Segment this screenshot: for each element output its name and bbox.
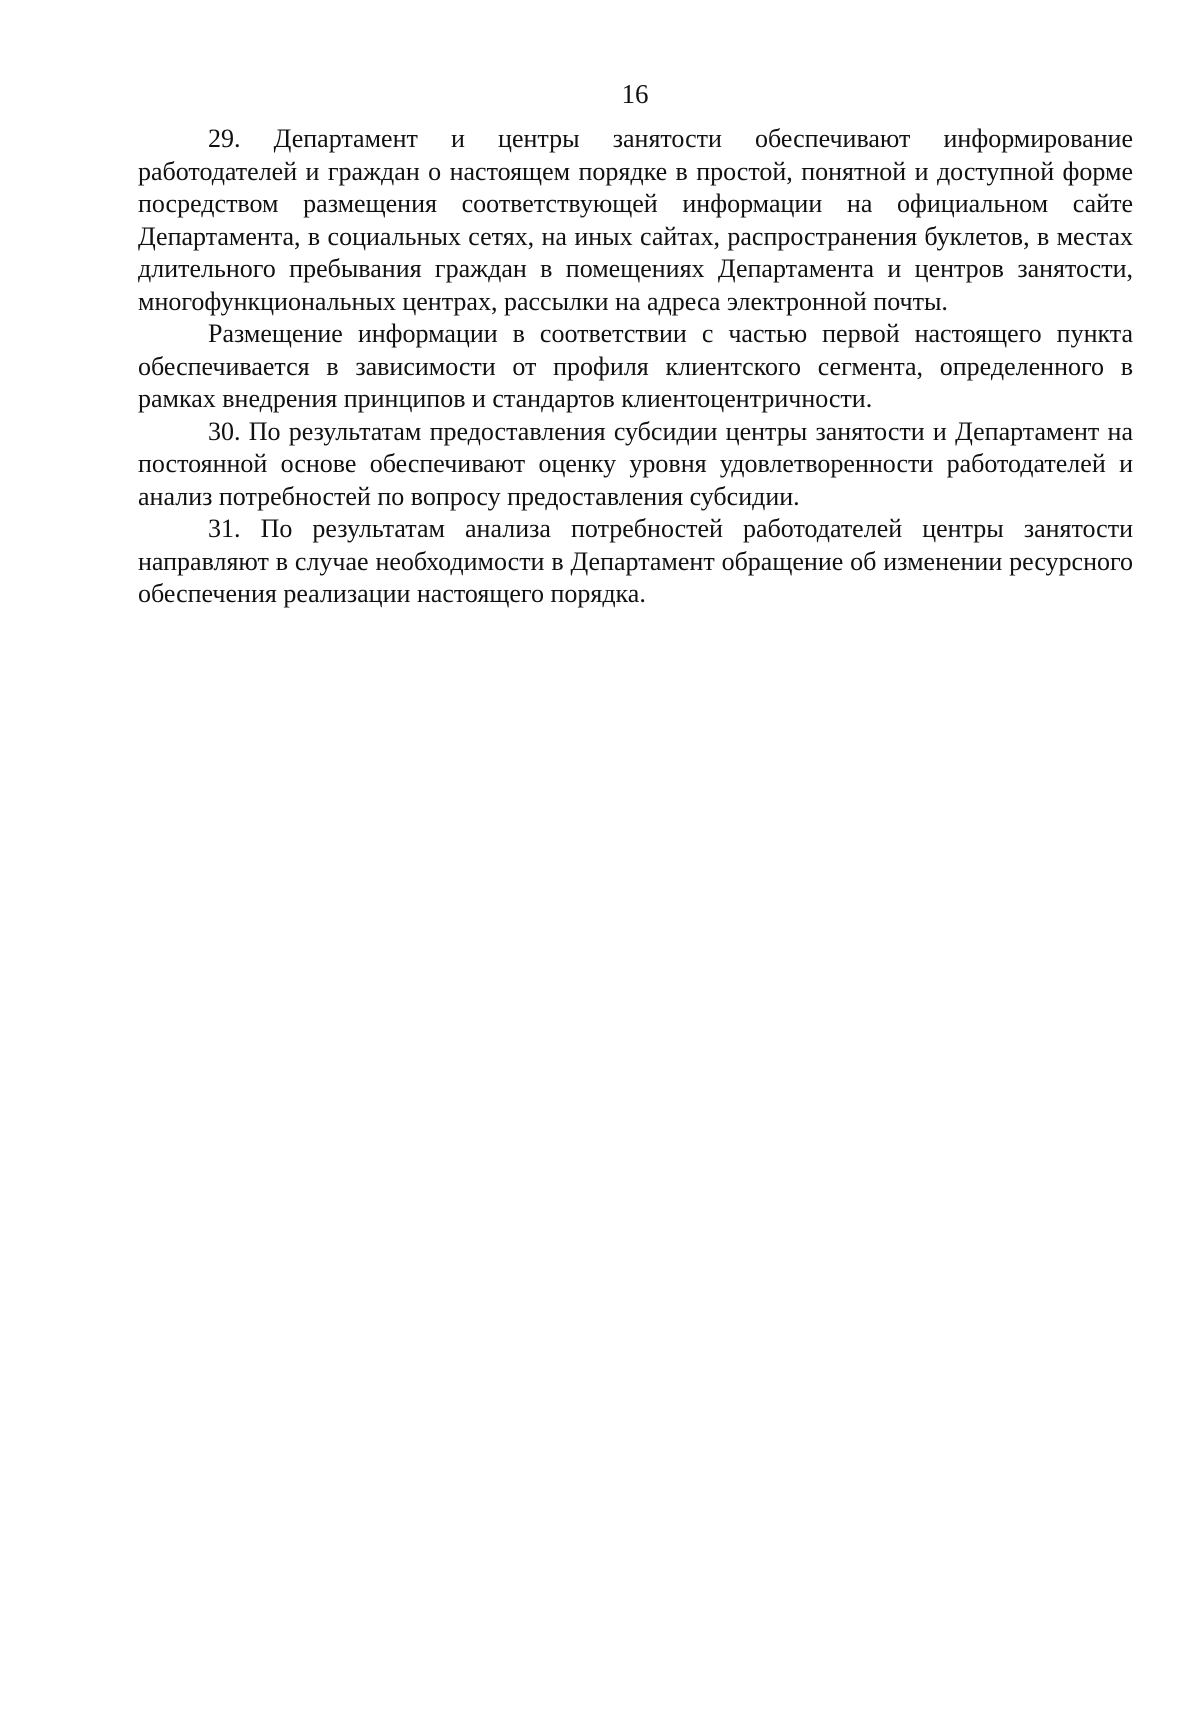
paragraph-29-part-2 xyxy=(138,318,1133,416)
page-number: 16 xyxy=(621,79,649,109)
paragraph-number: 31. xyxy=(208,514,261,543)
paragraph-text: По результатам анализа потребностей работодателей центры занятости направляют в случае необходимости в Департамент обращение об изменении ресурсного обеспечения реализации настоящего порядка. xyxy=(138,514,1133,608)
paragraph-number: 29. xyxy=(208,124,274,153)
paragraph-30 xyxy=(138,416,1133,514)
paragraph-text: Департамент и центры занятости обеспечивают информирование работодателей и граждан о настоящем порядке в простой, понятной и доступной форме посредством размещения соответствующей информации на официальном сайте Департамента, в социальных сетях, на иных сайтах, распространения буклетов, в местах длительного пребывания граждан в помещениях Департамента и центров занятости, многофункциональных центрах, рассылки на адреса электронной почты. xyxy=(138,124,1134,316)
paragraph-29 xyxy=(138,123,1133,318)
paragraph-text: По результатам предоставления субсидии центры занятости и Департамент на постоянной основе обеспечивают оценку уровня удовлетворенности работодателей и анализ потребностей по вопросу предоставления субсидии. xyxy=(138,416,1133,511)
paragraph-text: Размещение информации в соответствии с частью первой настоящего пункта обеспечивается в зависимости от профиля клиентского сегмента, определенного в рамках внедрения принципов и стандартов клиентоцентричности. xyxy=(138,319,1133,413)
paragraph-number: 30. xyxy=(208,416,249,446)
paragraph-31 xyxy=(138,513,1133,611)
document-body xyxy=(138,123,1133,611)
